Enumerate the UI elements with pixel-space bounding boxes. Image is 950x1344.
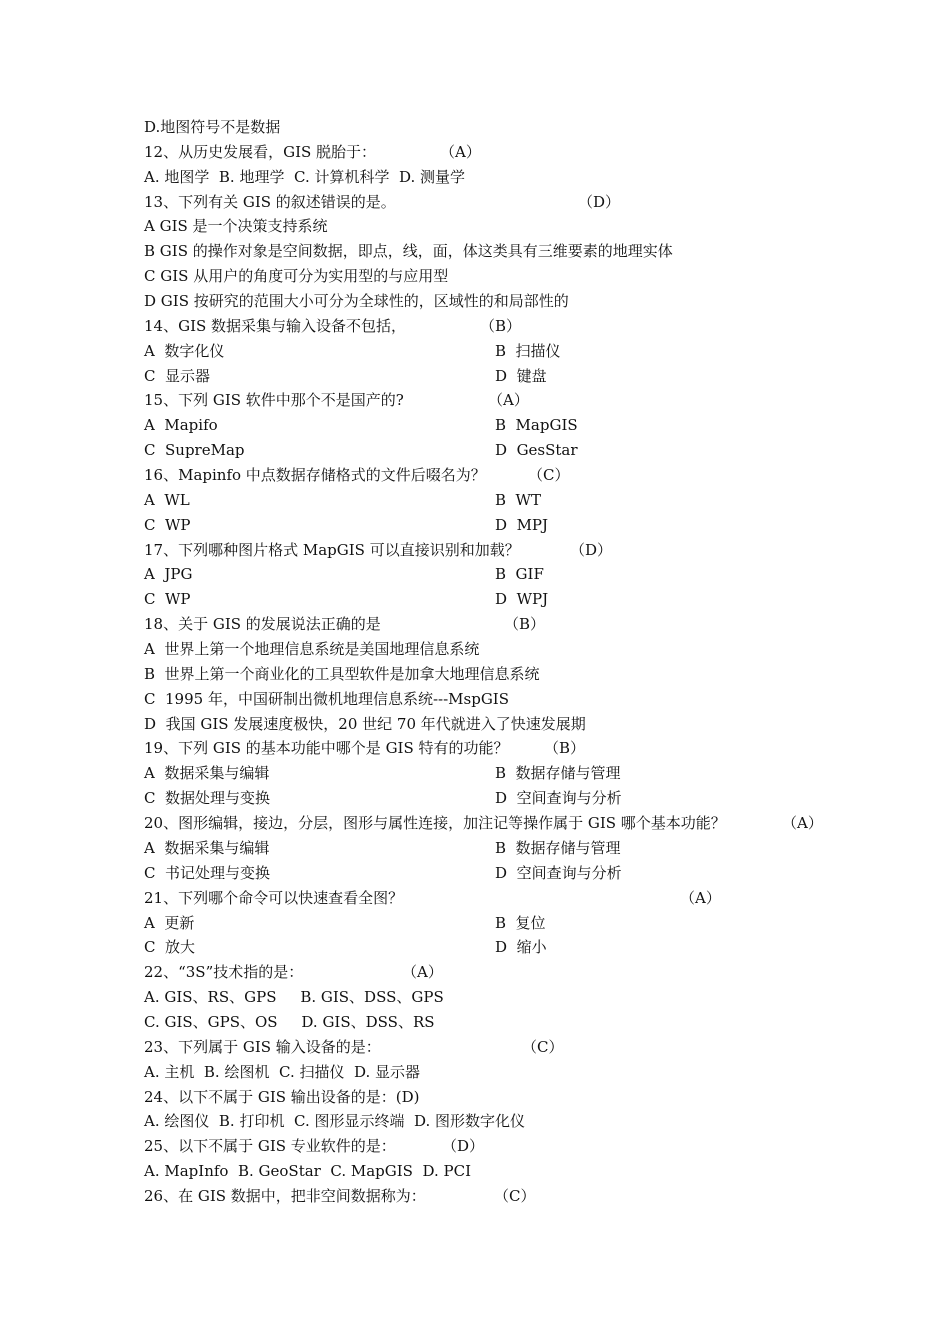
text-line: [144, 165, 864, 190]
text-line: [144, 836, 864, 861]
text-line: [144, 364, 864, 389]
option-right: B 数据存储与管理: [495, 838, 621, 857]
line-text: 26、在 GIS 数据中，把非空间数据称为：: [144, 1186, 426, 1205]
answer-marker: （B）: [544, 739, 586, 758]
option-right: B WT: [495, 490, 541, 509]
line-text: 25、以下不属于 GIS 专业软件的是：: [144, 1137, 396, 1156]
text-line: [144, 190, 864, 215]
line-text: 14、GIS 数据采集与输入设备不包括，: [144, 316, 407, 335]
answer-marker: （B）: [504, 615, 546, 634]
text-line: [144, 339, 864, 364]
text-line: [144, 612, 864, 637]
line-text: 13、下列有关 GIS 的叙述错误的是。: [144, 192, 396, 211]
text-line: [144, 1085, 864, 1110]
line-text: A GIS 是一个决策支持系统: [144, 217, 328, 236]
answer-marker: （A）: [402, 963, 443, 982]
text-line: [144, 115, 864, 140]
line-text: C 数据处理与变换: [144, 789, 271, 808]
text-line: [144, 463, 864, 488]
text-line: [144, 388, 864, 413]
line-text: D 我国 GIS 发展速度极快，20 世纪 70 年代就进入了快速发展期: [144, 714, 586, 733]
text-line: [144, 712, 864, 737]
text-line: [144, 314, 864, 339]
line-text: A 数据采集与编辑: [144, 838, 270, 857]
line-text: C WP: [144, 515, 191, 534]
line-text: 12、从历史发展看，GIS 脱胎于：: [144, 142, 377, 161]
line-text: C SupreMap: [144, 441, 245, 460]
line-text: 18、关于 GIS 的发展说法正确的是: [144, 615, 381, 634]
text-line: [144, 438, 864, 463]
option-right: B GIF: [495, 565, 544, 584]
text-line: [144, 1010, 864, 1035]
text-line: [144, 538, 864, 563]
text-line: [144, 1109, 864, 1134]
answer-marker: （C）: [522, 1037, 564, 1056]
line-text: 20、图形编辑，接边，分层，图形与属性连接，加注记等操作属于 GIS 哪个基本功能？: [144, 814, 726, 833]
text-line: [144, 687, 864, 712]
answer-marker: （A）: [440, 142, 481, 161]
line-text: 19、下列 GIS 的基本功能中哪个是 GIS 特有的功能？: [144, 739, 509, 758]
answer-marker: （D）: [442, 1137, 485, 1156]
line-text: C 放大: [144, 938, 196, 957]
answer-marker: （D）: [570, 540, 613, 559]
option-right: D 键盘: [495, 366, 547, 385]
text-line: [144, 289, 864, 314]
text-line: [144, 1159, 864, 1184]
line-text: C 显示器: [144, 366, 211, 385]
text-line: [144, 214, 864, 239]
option-right: D 空间查询与分析: [495, 789, 622, 808]
answer-marker: （D）: [578, 192, 621, 211]
line-text: 15、下列 GIS 软件中那个不是国产的?: [144, 391, 404, 410]
answer-marker: （C）: [494, 1186, 536, 1205]
text-line: [144, 1134, 864, 1159]
line-text: A. MapInfo B. GeoStar C. MapGIS D. PCI: [144, 1162, 472, 1181]
line-text: D GIS 按研究的范围大小可分为全球性的，区域性的和局部性的: [144, 292, 569, 311]
text-line: [144, 264, 864, 289]
line-text: C GIS 从用户的角度可分为实用型的与应用型: [144, 267, 449, 286]
text-line: [144, 886, 864, 911]
line-text: 22、“3S”技术指的是：: [144, 963, 304, 982]
text-line: [144, 239, 864, 264]
text-line: [144, 786, 864, 811]
line-text: A 数据采集与编辑: [144, 764, 270, 783]
line-text: C. GIS、GPS、OS D. GIS、DSS、RS: [144, 1012, 435, 1031]
option-right: B MapGIS: [495, 416, 578, 435]
line-text: D.地图符号不是数据: [144, 118, 281, 136]
question-list: [144, 115, 864, 1209]
option-right: D GesStar: [495, 441, 578, 460]
option-right: D WPJ: [495, 590, 549, 609]
answer-marker: （B）: [480, 316, 522, 335]
line-text: A. 地图学 B. 地理学 C. 计算机科学 D. 测量学: [144, 167, 466, 186]
text-line: [144, 1060, 864, 1085]
text-line: [144, 587, 864, 612]
line-text: A. 绘图仪 B. 打印机 C. 图形显示终端 D. 图形数字化仪: [144, 1112, 526, 1131]
line-text: A Mapifo: [144, 416, 218, 435]
line-text: A 世界上第一个地理信息系统是美国地理信息系统: [144, 640, 480, 659]
answer-marker: （C）: [528, 466, 570, 485]
option-right: B 扫描仪: [495, 341, 561, 360]
text-line: [144, 861, 864, 886]
option-right: D 空间查询与分析: [495, 863, 622, 882]
line-text: 23、下列属于 GIS 输入设备的是：: [144, 1037, 381, 1056]
line-text: B 世界上第一个商业化的工具型软件是加拿大地理信息系统: [144, 664, 540, 683]
answer-marker: （A）: [680, 888, 721, 907]
text-line: [144, 488, 864, 513]
text-line: [144, 911, 864, 936]
text-line: [144, 413, 864, 438]
option-right: B 复位: [495, 913, 546, 932]
text-line: [144, 736, 864, 761]
text-line: [144, 637, 864, 662]
text-line: [144, 1184, 864, 1209]
line-text: A 数字化仪: [144, 341, 225, 360]
text-line: [144, 562, 864, 587]
line-text: A. GIS、RS、GPS B. GIS、DSS、GPS: [144, 988, 444, 1007]
text-line: [144, 960, 864, 985]
line-text: A WL: [144, 490, 190, 509]
answer-marker: （A）: [782, 814, 823, 833]
line-text: C 1995 年，中国研制出微机地理信息系统---MspGIS: [144, 689, 510, 708]
option-right: D MPJ: [495, 515, 549, 534]
text-line: [144, 811, 864, 836]
line-text: A 更新: [144, 913, 195, 932]
line-text: C WP: [144, 590, 191, 609]
text-line: [144, 761, 864, 786]
line-text: C 书记处理与变换: [144, 863, 271, 882]
option-right: B 数据存储与管理: [495, 764, 621, 783]
line-text: B GIS 的操作对象是空间数据，即点，线，面，体这类具有三维要素的地理实体: [144, 242, 673, 261]
line-text: A JPG: [144, 565, 193, 584]
text-line: [144, 662, 864, 687]
line-text: A. 主机 B. 绘图机 C. 扫描仪 D. 显示器: [144, 1062, 421, 1081]
line-text: 24、以下不属于 GIS 输出设备的是：(D): [144, 1087, 420, 1106]
text-line: [144, 935, 864, 960]
answer-marker: （A）: [488, 391, 529, 410]
text-line: [144, 985, 864, 1010]
text-line: [144, 513, 864, 538]
line-text: 21、下列哪个命令可以快速查看全图？: [144, 888, 404, 907]
line-text: 16、Mapinfo 中点数据存储格式的文件后啜名为？: [144, 466, 486, 485]
option-right: D 缩小: [495, 938, 547, 957]
text-line: [144, 140, 864, 165]
line-text: 17、下列哪种图片格式 MapGIS 可以直接识别和加载？: [144, 540, 520, 559]
text-line: [144, 1035, 864, 1060]
